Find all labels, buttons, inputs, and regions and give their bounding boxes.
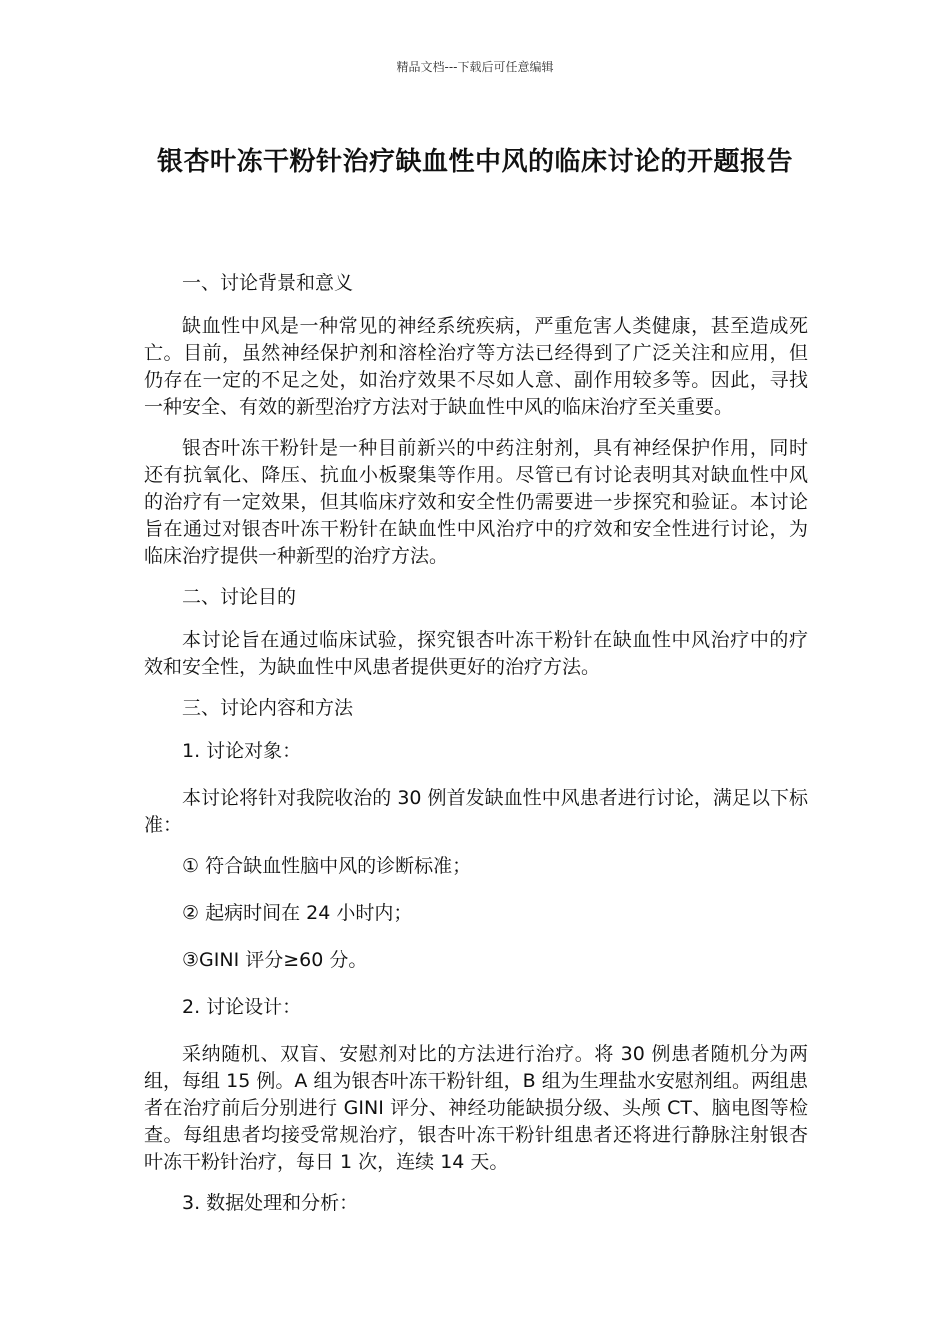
section-heading-purpose: 二、讨论目的 bbox=[182, 586, 297, 608]
section-heading-methods: 三、讨论内容和方法 bbox=[182, 697, 354, 719]
document-title: 银杏叶冻干粉针治疗缺血性中风的临床讨论的开题报告 bbox=[156, 147, 793, 177]
criteria-item: ① 符合缺血性脑中风的诊断标准； bbox=[182, 855, 472, 877]
paragraph-background-2: 银杏叶冻干粉针是一种目前新兴的中药注射剂，具有神经保护作用，同时还有抗氧化、降压、抗血小板聚集等作用。尽管已有讨论表明其对缺血性中风的治疗有一定效果，但其临床疗效和安全性仍需要进一步探究和验证。本讨论旨在通过对银杏叶冻干粉针在缺血性中风治疗中的疗效和安全性进行讨论，为临床治疗提供一种新型的治疗方法。 bbox=[144, 437, 808, 567]
criteria-item: ② 起病时间在 24 小时内； bbox=[182, 902, 413, 924]
paragraph-purpose: 本讨论旨在通过临床试验，探究银杏叶冻干粉针在缺血性中风治疗中的疗效和安全性，为缺血性中风患者提供更好的治疗方法。 bbox=[144, 629, 808, 678]
header-watermark: 精品文档---下载后可任意编辑 bbox=[396, 60, 554, 74]
paragraph-design: 采纳随机、双盲、安慰剂对比的方法进行治疗。将 30 例患者随机分为两组，每组 15 例。A 组为银杏叶冻干粉针组，B 组为生理盐水安慰剂组。两组患者在治疗前后分别进行 GINI 评分、神经功能缺损分级、头颅 CT、脑电图等检查。每组患者均接受常规治疗，银杏叶冻干粉针组患者还将进行静脉注射银杏叶冻干粉针治疗，每日 1 次，连续 14 天。 bbox=[144, 1043, 808, 1173]
paragraph-background-1: 缺血性中风是一种常见的神经系统疾病，严重危害人类健康，甚至造成死亡。目前，虽然神经保护剂和溶栓治疗等方法已经得到了广泛关注和应用，但仍存在一定的不足之处，如治疗效果不尽如人意、副作用较多等。因此，寻找一种安全、有效的新型治疗方法对于缺血性中风的临床治疗至关重要。 bbox=[144, 315, 808, 418]
subheading-subjects: 1. 讨论对象： bbox=[182, 740, 302, 762]
criteria-item: ③GINI 评分≥60 分。 bbox=[182, 949, 368, 971]
document-body bbox=[144, 270, 808, 1237]
paragraph-subjects: 本讨论将针对我院收治的 30 例首发缺血性中风患者进行讨论，满足以下标准： bbox=[144, 787, 808, 836]
subheading-design: 2. 讨论设计： bbox=[182, 996, 302, 1018]
subheading-analysis: 3. 数据处理和分析： bbox=[182, 1192, 359, 1214]
section-heading-background: 一、讨论背景和意义 bbox=[182, 272, 354, 294]
